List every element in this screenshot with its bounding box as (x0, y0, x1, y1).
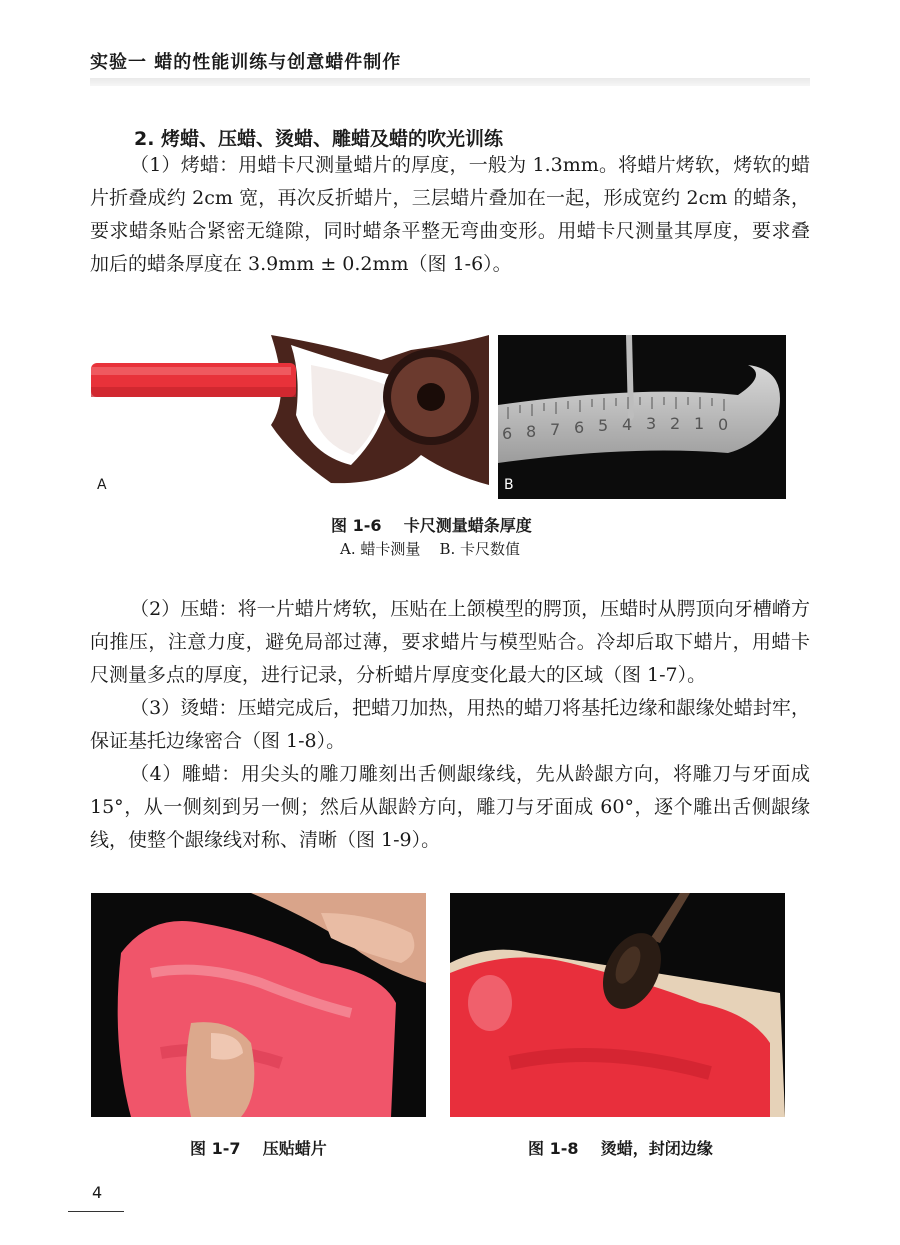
panel-b-letter: B (504, 477, 514, 493)
ruler-digit: 2 (670, 414, 681, 433)
figure-1-6-panel-b (498, 335, 786, 499)
figure-1-6-panel-a (91, 335, 489, 499)
ruler-digit: 7 (550, 420, 561, 439)
ruler-digit: 6 (502, 424, 513, 443)
figure-1-8-photo (450, 893, 785, 1117)
page-number-rule (68, 1211, 124, 1212)
figure-1-6-caption: 图 1-6 卡尺测量蜡条厚度 (331, 516, 532, 535)
ruler-digit: 1 (694, 414, 705, 433)
figure-1-7-caption: 图 1-7 压贴蜡片 (190, 1139, 327, 1158)
heated-wax-photo (450, 893, 785, 1117)
section-title: 2. 烤蜡、压蜡、烫蜡、雕蜡及蜡的吹光训练 (134, 128, 504, 150)
figure-1-8-caption: 图 1-8 烫蜡，封闭边缘 (528, 1139, 713, 1158)
pressed-wax-photo (91, 893, 426, 1117)
ruler-photo (498, 335, 786, 499)
paragraph-carving-wax: （4）雕蜡：用尖头的雕刀雕刻出舌侧龈缘线，先从龄龈方向，将雕刀与牙面成 15°，从一侧刻到另一侧；然后从龈龄方向，雕刀与牙面成 60°，逐个雕出舌侧龈缘线，使整个龈缘线对称、清晰（图 1-9）。 (90, 763, 810, 851)
panel-a-letter: A (97, 477, 107, 493)
ruler-digit: 5 (598, 416, 609, 435)
ruler-digit: 6 (574, 418, 585, 437)
paragraph-heating-wax: （3）烫蜡：压蜡完成后，把蜡刀加热，用热的蜡刀将基托边缘和龈缘处蜡封牢，保证基托边缘密合（图 1-8）。 (90, 697, 810, 752)
ruler-digit: 0 (718, 415, 729, 434)
ruler-digit: 8 (526, 422, 537, 441)
figure-1-7-photo (91, 893, 426, 1117)
figure-1-6-subcaption: A. 蜡卡测量 B. 卡尺数值 (340, 540, 521, 558)
paragraph-baking-wax: （1）烤蜡：用蜡卡尺测量蜡片的厚度，一般为 1.3mm。将蜡片烤软，烤软的蜡片折叠成约 2cm 宽，再次反折蜡片，三层蜡片叠加在一起，形成宽约 2cm 的蜡条，要求蜡条贴合紧密无缝隙，同时蜡条平整无弯曲变形。用蜡卡尺测量其厚度，要求叠加后的蜡条厚度在 3.9mm ± 0.2mm（图 1-6）。 (90, 154, 810, 275)
running-header (90, 48, 810, 84)
running-header-title: 实验一 蜡的性能训练与创意蜡件制作 (90, 52, 402, 73)
page-number: 4 (92, 1183, 103, 1202)
paragraph-pressing-wax: （2）压蜡：将一片蜡片烤软，压贴在上颌模型的腭顶，压蜡时从腭顶向牙槽嵴方向推压，注意力度，避免局部过薄，要求蜡片与模型贴合。冷却后取下蜡片，用蜡卡尺测量多点的厚度，进行记录，分析蜡片厚度变化最大的区域（图 1-7）。 (90, 598, 810, 686)
header-rule (90, 78, 810, 86)
caliper-photo (91, 335, 489, 499)
ruler-digit: 3 (646, 414, 657, 433)
ruler-digit: 4 (622, 415, 633, 434)
